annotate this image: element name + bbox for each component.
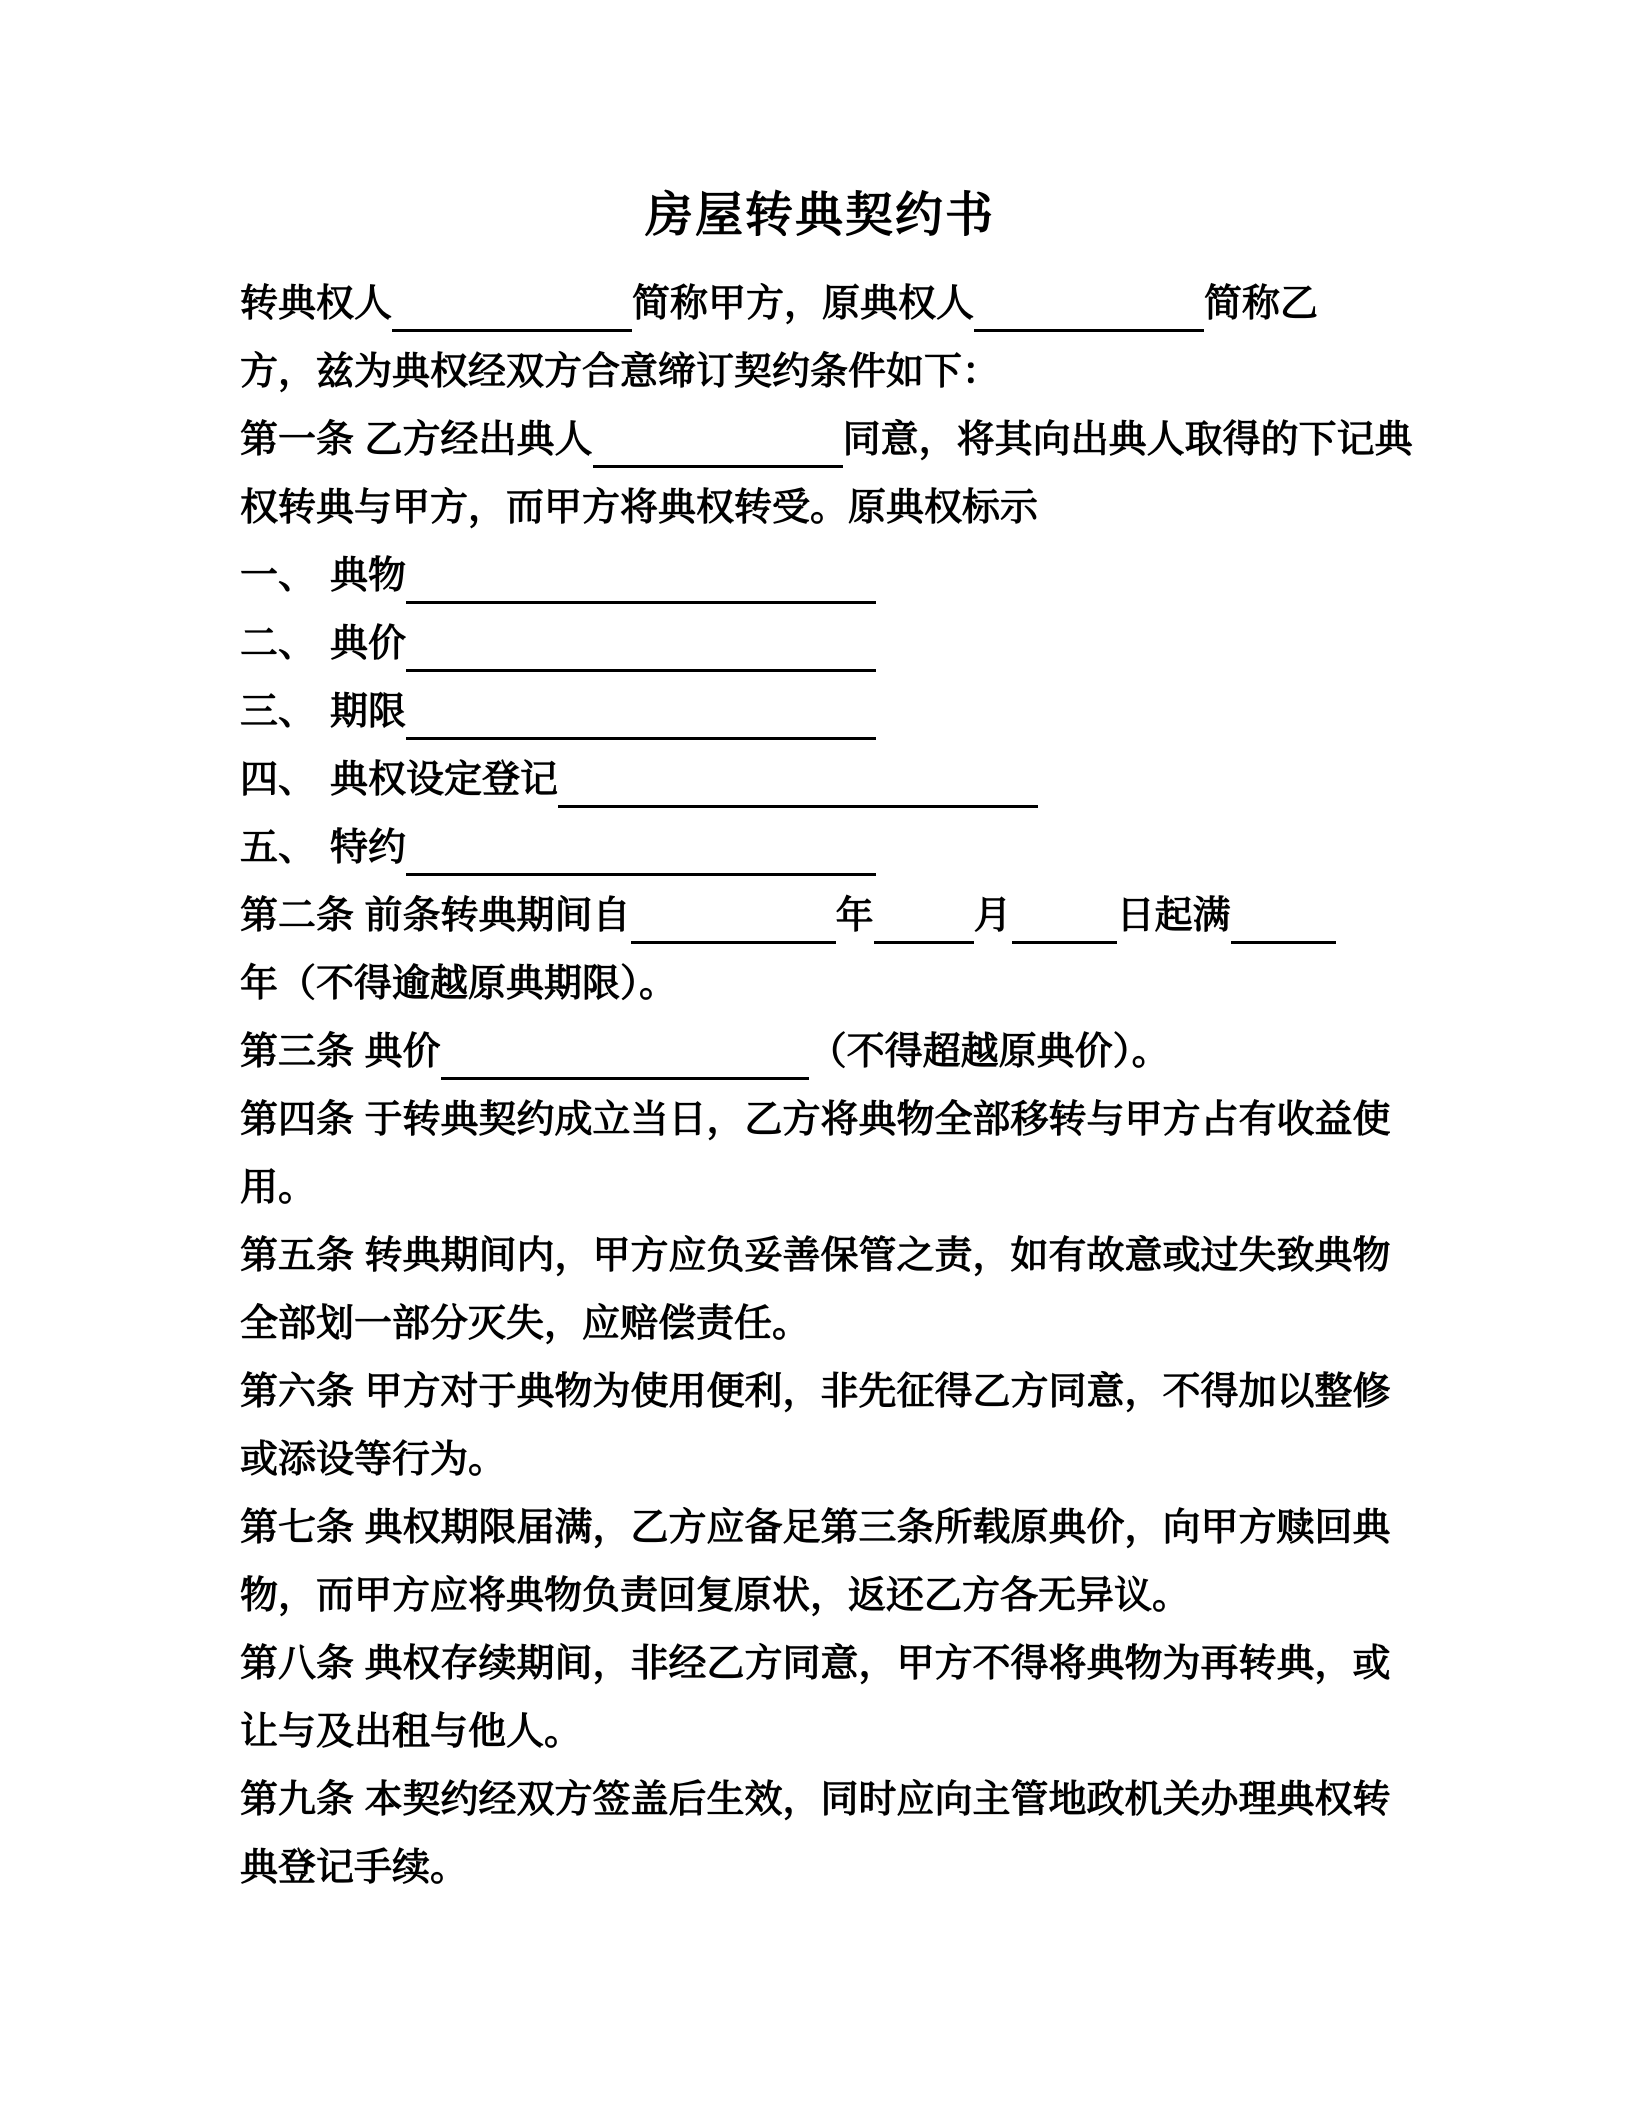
blank-field xyxy=(406,610,876,672)
blank-field xyxy=(974,270,1204,332)
spacer xyxy=(316,859,330,860)
text-segment: 让与及出租与他人。 xyxy=(240,1711,583,1753)
document-line xyxy=(240,882,1400,950)
text-segment: 简称甲方，原典权人 xyxy=(632,283,975,325)
text-segment: 第一条 乙方经出典人 xyxy=(240,419,593,461)
blank-field xyxy=(631,882,836,944)
text-segment: 用。 xyxy=(240,1167,317,1209)
document-line xyxy=(240,1834,1400,1902)
document-title: 房屋转典契约书 xyxy=(644,189,995,242)
document-line xyxy=(240,1494,1400,1562)
document-line xyxy=(240,950,1400,1018)
text-segment: 第三条 典价 xyxy=(240,1031,441,1073)
document-line xyxy=(240,1290,1400,1358)
blank-field xyxy=(406,678,876,740)
document-line xyxy=(240,1766,1400,1834)
blank-field xyxy=(392,270,632,332)
text-segment: 年（不得逾越原典期限）。 xyxy=(240,963,678,1005)
text-segment: 权转典与甲方，而甲方将典权转受。原典权标示 xyxy=(240,487,1039,529)
document-line xyxy=(240,1222,1400,1290)
document-line xyxy=(240,338,1400,406)
document-line xyxy=(240,678,1400,746)
text-segment: 日起满 xyxy=(1116,895,1231,937)
document-line xyxy=(240,1086,1400,1154)
document-line xyxy=(240,542,1400,610)
document-line xyxy=(240,1698,1400,1766)
text-segment: 年 xyxy=(835,895,874,937)
text-segment: 或添设等行为。 xyxy=(240,1439,507,1481)
text-segment: 一、 xyxy=(240,555,317,597)
text-segment: 第六条 甲方对于典物为使用便利，非先征得乙方同意，不得加以整修 xyxy=(240,1371,1391,1413)
document-line xyxy=(240,1426,1400,1494)
blank-field xyxy=(406,814,876,876)
text-segment: 第七条 典权期限届满，乙方应备足第三条所载原典价，向甲方赎回典 xyxy=(240,1507,1391,1549)
document-line xyxy=(240,406,1413,474)
spacer xyxy=(316,791,330,792)
text-segment: 同意，将其向出典人取得的下记典 xyxy=(842,419,1413,461)
document-body xyxy=(240,270,1413,1902)
spacer xyxy=(316,655,330,656)
spacer xyxy=(316,723,330,724)
text-segment: 全部划一部分灭失，应赔偿责任。 xyxy=(240,1303,811,1345)
document-line xyxy=(240,474,1400,542)
document-line xyxy=(240,270,1400,338)
text-segment: 特约 xyxy=(330,827,407,869)
blank-field xyxy=(874,882,974,944)
text-segment: 五、 xyxy=(240,827,317,869)
text-segment: 第八条 典权存续期间，非经乙方同意，甲方不得将典物为再转典，或 xyxy=(240,1643,1391,1685)
text-segment: 期限 xyxy=(330,691,407,733)
text-segment: （不得超越原典价）。 xyxy=(808,1031,1170,1073)
document-content xyxy=(240,180,1413,1902)
document-line xyxy=(240,1630,1400,1698)
document-line xyxy=(240,1562,1400,1630)
text-segment: 简称乙 xyxy=(1204,283,1319,325)
blank-field xyxy=(593,406,843,468)
document-line xyxy=(240,1154,1400,1222)
text-segment: 第五条 转典期间内，甲方应负妥善保管之责，如有故意或过失致典物 xyxy=(240,1235,1391,1277)
text-segment: 方，兹为典权经双方合意缔订契约条件如下： xyxy=(240,351,1001,393)
text-segment: 第九条 本契约经双方签盖后生效，同时应向主管地政机关办理典权转 xyxy=(240,1779,1391,1821)
text-segment: 典权设定登记 xyxy=(330,759,559,801)
text-segment: 月 xyxy=(973,895,1012,937)
blank-field xyxy=(1012,882,1117,944)
text-segment: 四、 xyxy=(240,759,317,801)
blank-field xyxy=(441,1018,809,1080)
document-line xyxy=(240,610,1400,678)
text-segment: 三、 xyxy=(240,691,317,733)
blank-field xyxy=(406,542,876,604)
document-line xyxy=(240,746,1400,814)
text-segment: 第四条 于转典契约成立当日，乙方将典物全部移转与甲方占有收益使 xyxy=(240,1099,1391,1141)
blank-field xyxy=(558,746,1038,808)
spacer xyxy=(316,587,330,588)
text-segment: 典物 xyxy=(330,555,407,597)
text-segment: 典价 xyxy=(330,623,407,665)
document-line xyxy=(240,1018,1400,1086)
text-segment: 物，而甲方应将典物负责回复原状，返还乙方各无异议。 xyxy=(240,1575,1191,1617)
text-segment: 二、 xyxy=(240,623,317,665)
document-line xyxy=(240,1358,1400,1426)
blank-field xyxy=(1231,882,1336,944)
text-segment: 第二条 前条转典期间自 xyxy=(240,895,631,937)
text-segment: 典登记手续。 xyxy=(240,1847,469,1889)
text-segment: 转典权人 xyxy=(240,283,393,325)
document-line xyxy=(240,814,1400,882)
